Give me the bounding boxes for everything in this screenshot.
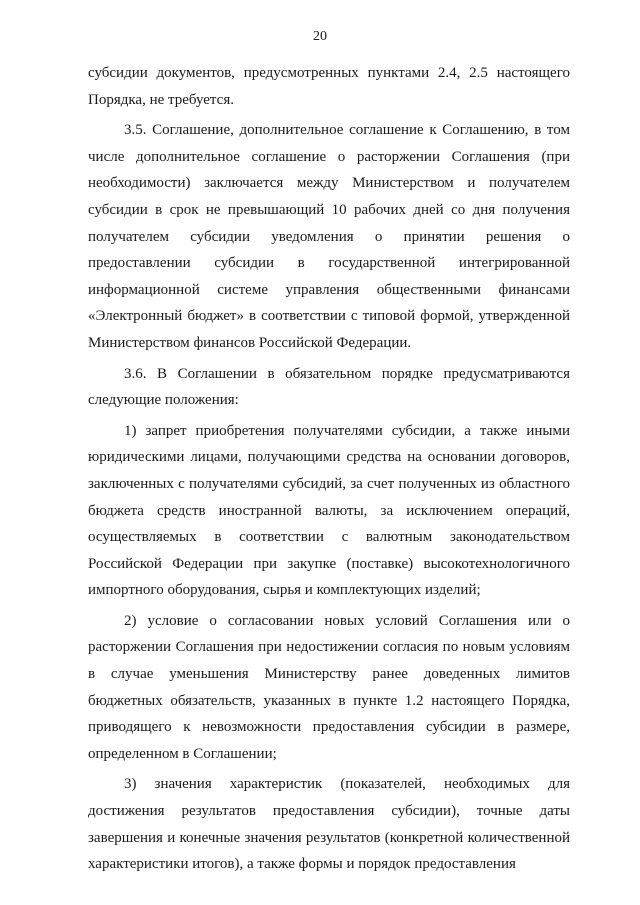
- list-item-3: 3) значения характеристик (показателей, необходимых для достижения результатов предоставления субсидии), точные даты завершения и конечные значения результатов (конкретной количественной характеристики итогов), а также формы и порядок предоставления: [88, 776, 570, 873]
- list-item-2: 2) условие о согласовании новых условий Соглашения или о расторжении Соглашения при недостижении согласия по новым условиям в случае уменьшения Министерству ранее доведенных лимитов бюджетных обязательств, указанных в пункте 1.2 настоящего Порядка, приводящего к невозможности предоставления субсидии в размере, определенном в Соглашении;: [88, 612, 570, 762]
- paragraph-continuation: субсидии документов, предусмотренных пунктами 2.4, 2.5 настоящего Порядка, не требуется.: [88, 65, 570, 108]
- document-body: [88, 60, 570, 882]
- page-number: 20: [313, 29, 327, 44]
- paragraph-3-6: 3.6. В Соглашении в обязательном порядке предусматриваются следующие положения:: [88, 365, 570, 409]
- paragraph-3-5: 3.5. Соглашение, дополнительное соглашение к Соглашению, в том числе дополнительное соглашение о расторжении Соглашения (при необходимости) заключается между Министерством и получателем субсидии в срок не превышающий 10 рабочих дней со дня получения получателем субсидии уведомления о принятии решения о предоставлении субсидии в государственной интегрированной информационной системе управления общественными финансами «Электронный бюджет» в соответствии с типовой формой, утвержденной Министерством финансов Российской Федерации.: [88, 122, 570, 351]
- list-item-1: 1) запрет приобретения получателями субсидии, а также иными юридическими лицами, получающими средства на основании договоров, заключенных с получателями субсидий, за счет полученных из областного бюджета средств иностранной валюты, за исключением операций, осуществляемых в соответствии с валютным законодательством Российской Федерации при закупке (поставке) высокотехнологичного импортного оборудования, сырья и комплектующих изделий;: [88, 422, 570, 599]
